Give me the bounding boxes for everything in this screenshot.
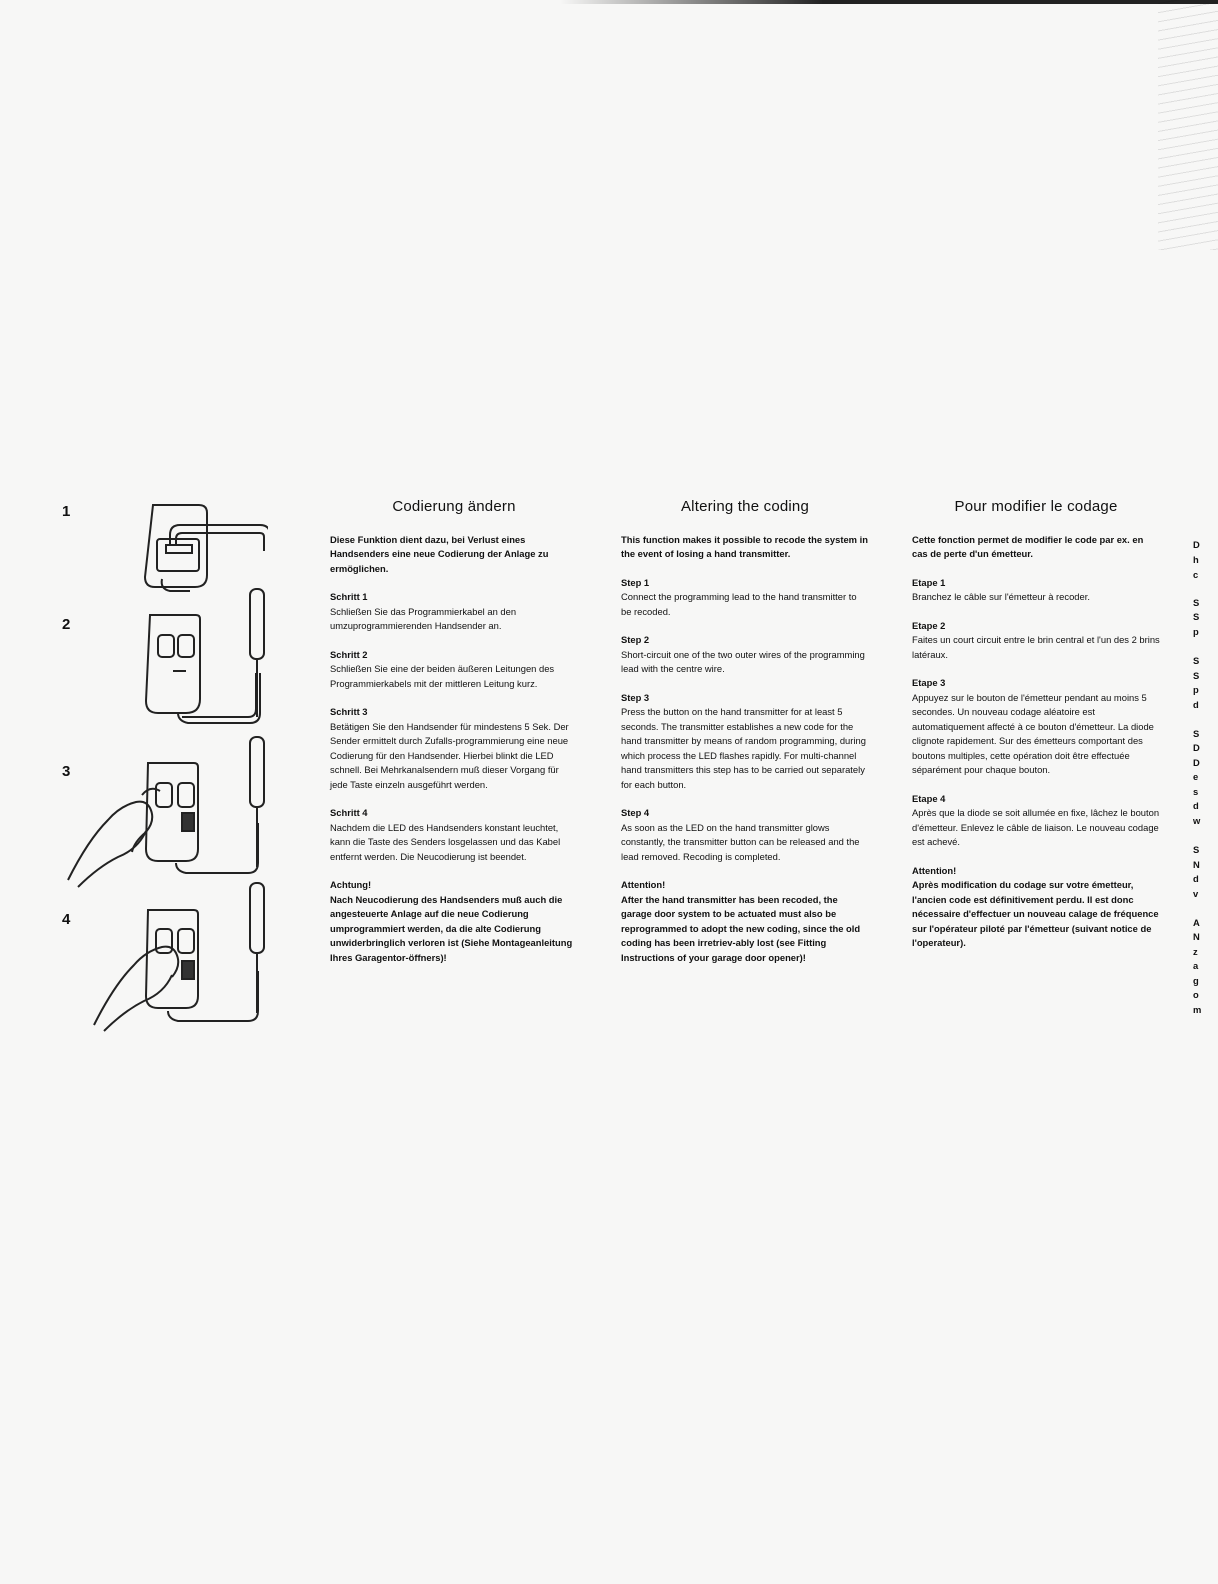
french-step-3: Etape 3 Appuyez sur le bouton de l'émetteur pendant au moins 5 secondes. Un nouveau codage aléatoire est automatiquement affecté à ce bouton d'émetteur. La diode clignote rapidement. Sur des émetteurs comportant des boutons multiples, cette opération doit être effectuée séparément pour chaque bouton. [912, 677, 1154, 775]
english-step-1: Step 1 Connect the programming lead to the hand transmitter to be recoded. [621, 576, 857, 617]
english-intro: This function makes it possible to recode the system in the event of losing a hand transmitter. [621, 533, 868, 559]
french-title: Pour modifier le codage [954, 498, 1118, 515]
english-title: Altering the coding [680, 498, 810, 515]
german-step-4: Schritt 4 Nachdem die LED des Handsenders konstant leuchtet, kann die Taste des Senders losgelassen und das Kabel entfernt werden. Die Neucodierung ist beendet. [330, 807, 561, 862]
english-step-4: Step 4 As soon as the LED on the hand transmitter glows constantly, the transmitter button can be released and the lead removed. Recoding is completed. [621, 807, 860, 862]
step-number-2: 2 [62, 616, 71, 633]
german-intro: Diese Funktion dient dazu, bei Verlust eines Handsenders eine neue Codierung der Anlage zu ermöglichen. [330, 533, 549, 574]
german-column [330, 500, 578, 979]
step-number-1: 1 [62, 503, 71, 520]
english-step-3: Step 3 Press the button on the hand transmitter for at least 5 seconds. The transmitter establishes a new code for the hand transmitter by means of random programming, during which process the LED flashes rapidly. For multi-channel hand transmitters this step has to be carried out separately for each button. [621, 691, 866, 790]
scan-speckle [1158, 0, 1218, 250]
french-step-1: Etape 1 Branchez le câble sur l'émetteur à recoder. [912, 576, 1090, 602]
german-title: Codierung ändern [392, 498, 516, 515]
illustration-press-button [68, 737, 264, 887]
english-warning: Attention! After the hand transmitter has been recoded, the garage door system to be actuated must also be reprogrammed to adopt the new coding, since the old coding has been irretriev-ably lost (see Fitting Instructions of your garage door opener)! [621, 879, 861, 963]
german-step-2: Schritt 2 Schließen Sie eine der beiden äußeren Leitungen des Programmierkabels mit der mittleren Leitung kurz. [330, 648, 555, 689]
illustration-short-circuit [146, 589, 264, 723]
german-step-3: Schritt 3 Betätigen Sie den Handsender für mindestens 5 Sek. Der Sender ermittelt durch Zufalls-programmierung eine neue Codierung für den Handsender. Hierbei blinkt die LED schnell. Bei Mehrkanalsendern muß dieser Vorgang für jede Taste einzeln ausgeführt werden. [330, 706, 569, 790]
step-number-3: 3 [62, 763, 71, 780]
french-intro: Cette fonction permet de modifier le code par ex. en cas de perte d'un émetteur. [912, 533, 1144, 559]
step-number-4: 4 [62, 911, 71, 928]
german-warning: Achtung! Nach Neucodierung des Handsenders muß auch die angesteuerte Anlage auf die neue Codierung umprogrammiert werden, da die alte Codierung unwiderbringlich verloren ist (Siehe Montageanleitung Ihres Garagentor-öffners)! [330, 879, 573, 963]
english-step-2: Step 2 Short-circuit one of the two outer wires of the programming lead with the centre wire. [621, 634, 865, 674]
illustration-connect-lead [145, 505, 268, 591]
french-column [912, 500, 1160, 965]
french-step-2: Etape 2 Faites un court circuit entre le brin central et l'un des 2 brins latéraux. [912, 619, 1160, 660]
english-column [621, 500, 869, 979]
french-warning: Attention! Après modification du codage sur votre émetteur, l'ancien code est définitivement perdu. Il est donc nécessaire d'effectuer un nouveau calage de fréquence sur l'opérateur piloté par l'émetteur (suivant notice de l'operateur). [912, 864, 1159, 948]
scan-top-edge [560, 0, 1218, 4]
french-step-4: Etape 4 Après que la diode se soit allumée en fixe, lâchez le bouton d'émetteur. Enlevez le câble de liaison. Le nouveau codage est achevé. [912, 792, 1160, 847]
german-step-1: Schritt 1 Schließen Sie das Programmierkabel an den umzuprogrammierenden Handsender an. [330, 591, 517, 631]
instruction-illustrations [58, 495, 268, 1035]
illustration-led-constant [94, 883, 264, 1031]
